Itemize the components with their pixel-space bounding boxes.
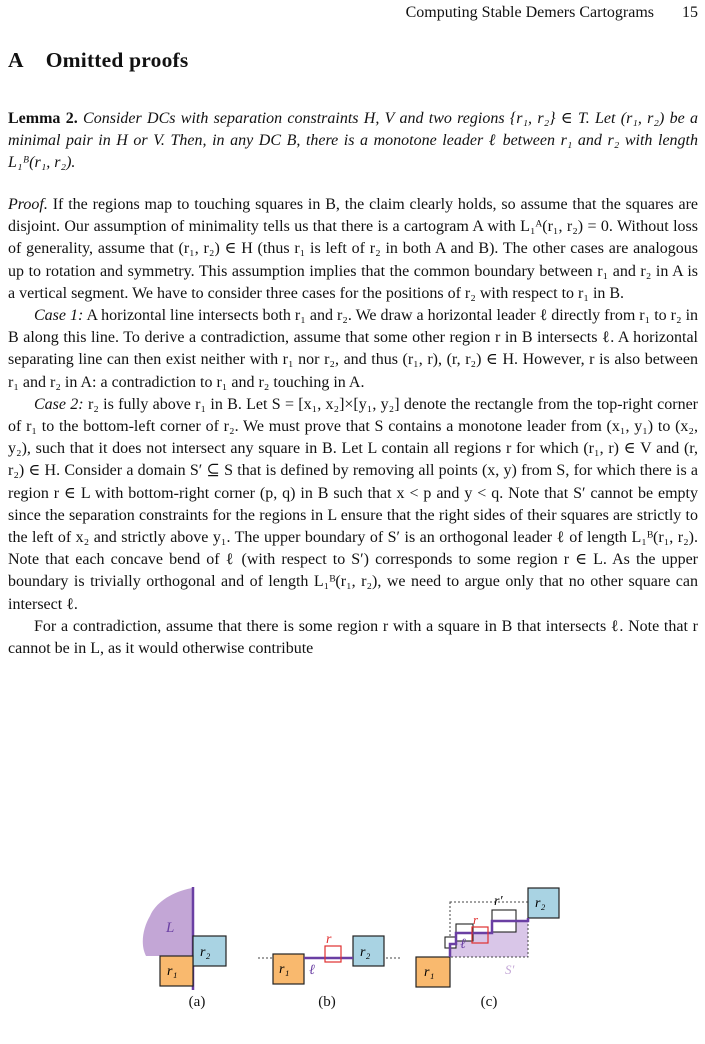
case1-text: A horizontal line intersects both r₁ and r₂. We draw a horizontal leader ℓ directly from r₁ to r₂ in B along this line. To derive a contradiction, assume that some other region r in B intersects ℓ. A horizontal separating line can then exist neither with r₁ nor r₂, and thus (r₁, r), (r, r₂) ∈ H. However, r is also between r₁ and r₂ in A: a contradiction to r₁ and r₂ touching in A.	[8, 307, 699, 391]
label-r1: r₁	[167, 964, 178, 979]
label-L: L	[166, 920, 175, 936]
label-S-prime: S′	[505, 962, 515, 977]
proof	[8, 194, 698, 660]
proof-label: Proof.	[8, 196, 48, 213]
lemma-statement: Consider DCs with separation constraints H, V and two regions {r₁, r₂} ∈ T. Let (r₁, r₂) be a minimal pair in H or V. Then, in any DC B, there is a monotone leader ℓ between r₁ and r₂ with length L₁ᴮ(r₁, r₂).	[8, 110, 698, 172]
label-r2: r₂	[535, 896, 546, 911]
running-title: Computing Stable Demers Cartograms	[405, 4, 654, 21]
section-number: A	[8, 48, 24, 72]
caption-b: (b)	[318, 994, 336, 1010]
section-heading	[8, 48, 188, 73]
label-r2: r₂	[360, 945, 371, 960]
label-leader: ℓ	[460, 937, 466, 952]
panel-c	[416, 888, 559, 987]
label-r1: r₁	[279, 962, 290, 977]
label-r2: r₂	[200, 945, 211, 960]
panel-a	[143, 887, 226, 990]
section-title: Omitted proofs	[45, 48, 189, 72]
label-r: r	[326, 932, 332, 947]
label-r-prime: r′	[494, 894, 503, 909]
case1-label: Case 1:	[34, 307, 84, 325]
proof-para3: For a contradiction, assume that there is some region r with a square in B that intersects ℓ. Note that r cannot be in L, as it would otherwise contribute	[8, 617, 698, 658]
label-r: r	[473, 912, 479, 927]
page-number: 15	[682, 4, 698, 21]
case2-label: Case 2:	[34, 395, 84, 413]
lemma-label: Lemma 2.	[8, 110, 78, 127]
caption-a: (a)	[188, 994, 206, 1010]
case2-text: r₂ is fully above r₁ in B. Let S = [x₁, x₂]×[y₁, y₂] denote the rectangle from the top-right corner of r₁ to the bottom-left corner of r₂. We must prove that S contains a monotone leader from (x₁, y₁) to (x₂, y₂), such that it does not intersect any square in B. Let L contain all regions r for which (r₁, r) ∈ V and (r, r₂) ∈ H. Consider a domain S′ ⊆ S that is defined by removing all points (x, y) from S, for which there is a region r ∈ L with bottom-right corner (p, q) in B such that x < p and y < q. Note that S′ cannot be empty since the separation constraints for the regions in L ensure that the right sides of their squares are strictly to the left of x₂ and strictly above y₁. The upper boundary of S′ is an orthogonal leader ℓ of length L₁ᴮ(r₁, r₂). Note that each concave bend of ℓ (with respect to S′) corresponds to some region r ∈ L. As the upper boundary is trivially orthogonal and of length L₁ᴮ(r₁, r₂), we need to argue only that no other square can intersect ℓ.	[8, 395, 699, 613]
caption-c: (c)	[480, 994, 498, 1010]
label-r1: r₁	[424, 965, 435, 980]
panel-b	[258, 932, 400, 984]
running-head	[0, 4, 698, 22]
proof-intro: If the regions map to touching squares in B, the claim clearly holds, so assume that the squares are disjoint. Our assumption of minimality tells us that there is a cartogram A with L₁ᴬ(r₁, r₂) = 0. Without loss of generality, assume that (r₁, r₂) ∈ H (thus r₁ is left of r₂ in both A and B). The other cases are analogous up to rotation and symmetry. This assumption implies that the common boundary between r₁ and r₂ in A is a vertical segment. We have to consider three cases for the positions of r₂ with respect to r₁ in B.	[8, 196, 699, 302]
figure-cases	[0, 858, 705, 1044]
label-leader: ℓ	[309, 963, 315, 978]
figure-svg	[0, 858, 705, 1044]
lemma-2	[8, 108, 698, 175]
square-r	[325, 946, 341, 962]
